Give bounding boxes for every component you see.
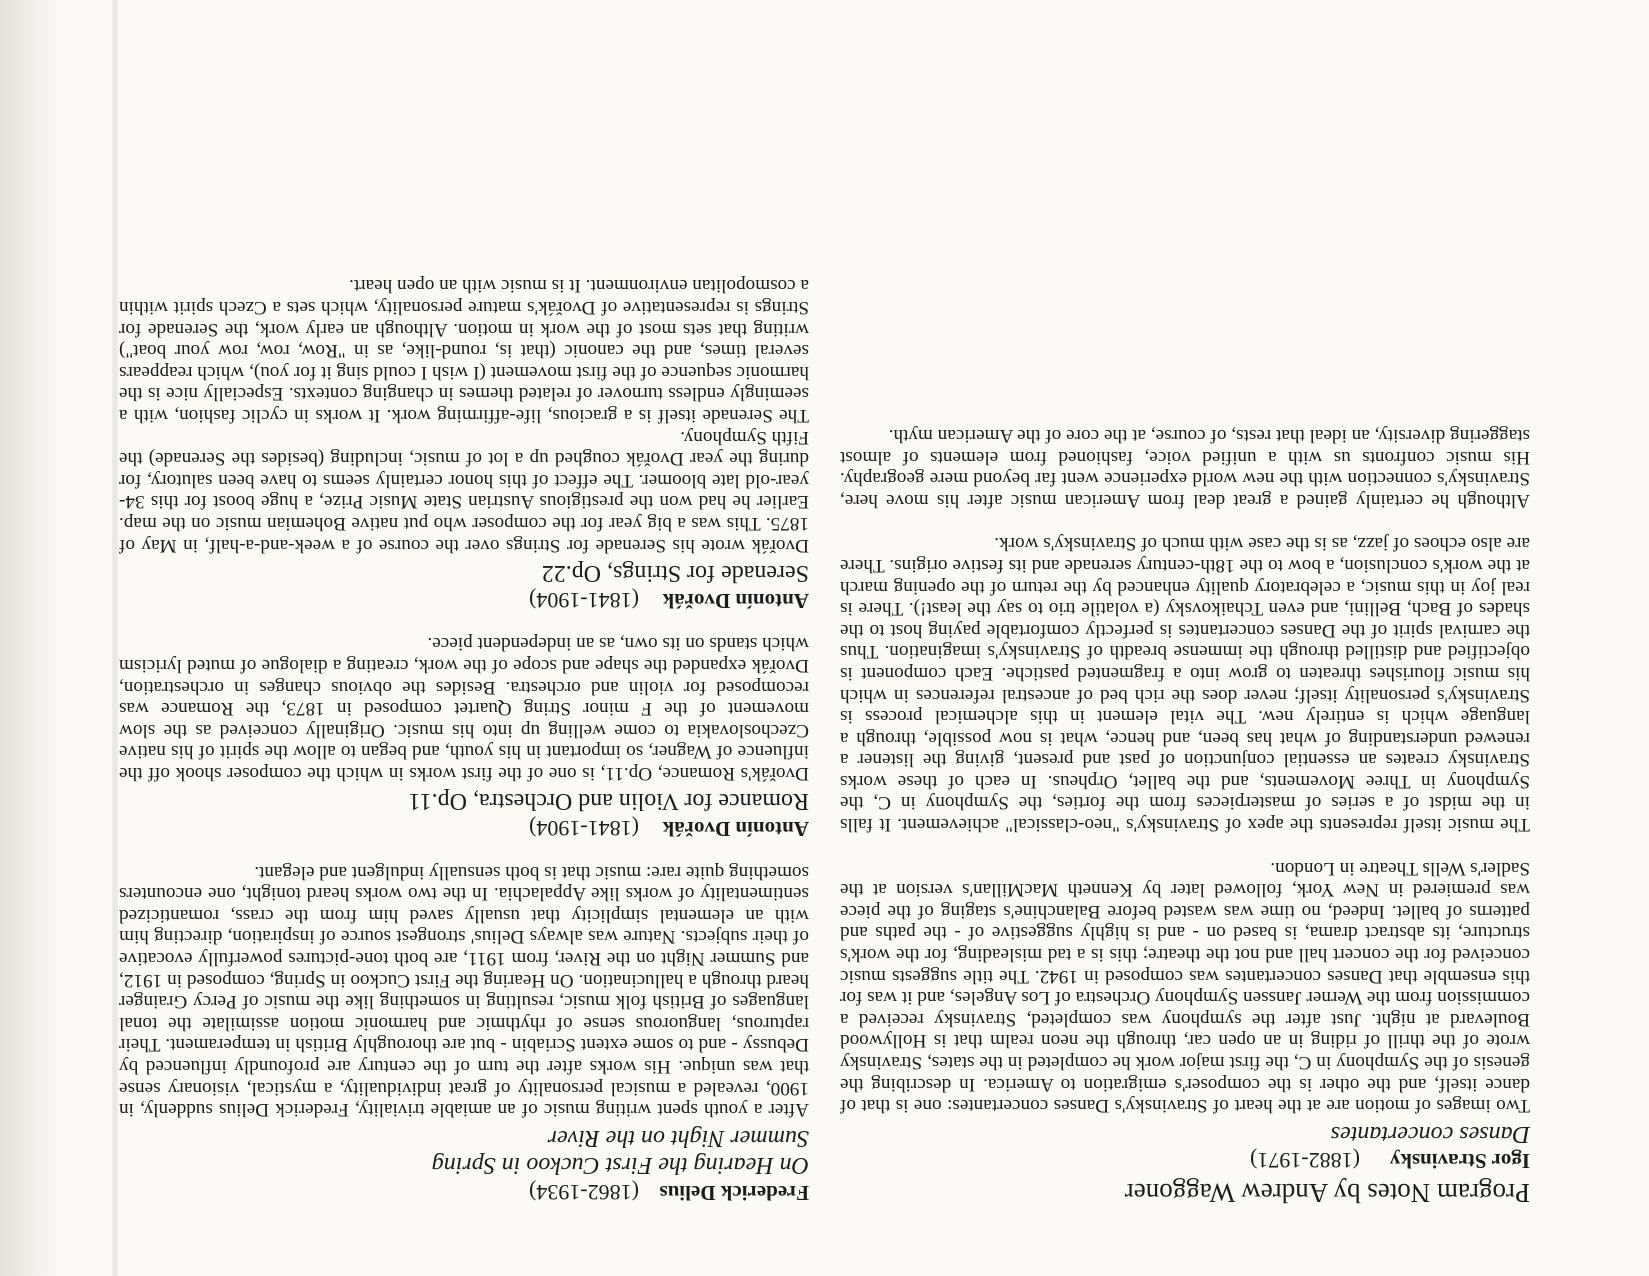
composer-heading-dvorak: [119, 589, 809, 611]
composer-dates: (1841-1904): [529, 816, 639, 842]
paragraph: Dvořák's Romance, Op.11, is one of the first works in which the composer shook off the influence of Wagner, so important in his youth, and began to allow the spirit of his native Czechoslovakia to come welling up into his music. Originally conceived as the slow movement of the F minor String Quartet composed in 1873, the Romance was recomposed for violin and orchestra. Besides the obvious changes in orchestration, Dvořák expanded the shape and scope of the work, creating a dialogue of muted lyricism which stands on its own, as an independent piece.: [119, 633, 809, 784]
work-title: On Hearing the First Cuckoo in Spring: [431, 1152, 809, 1179]
work-title: Serenade for Strings, Op.22: [541, 560, 809, 587]
composer-name: Antonín Dvořák: [662, 817, 809, 842]
paragraph: After a youth spent writing music of an amiable triviality, Frederick Delius suddenly, in 1900, revealed a musical personality of great individuality, a mystical, visionary sense that was unique. His works after the turn of the century are profoundly influenced by Debussy - and to some extent Scriabin - but are thoroughly British in temperament. Their rapturous, languorous sense of rhythmic and harmonic motion assimilate the tonal languages of British folk music, resulting in something like the music of Percy Grainger heard through a hallucination. On Hearing the First Cuckoo in Spring, composed in 1912, and Summer Night on the River, from 1911, are both tone-pictures powerfully evocative of their subjects. Nature was always Delius' strongest source of inspiration, directing him with an elemental simplicity that usually saved him from the crass, romanticized sentimentality of works like Appalachia. In the two works heard tonight, one encounters something quite rare: music that is both sensually indulgent and elegant.: [119, 861, 809, 1121]
work-title: Summer Night on the River: [547, 1124, 809, 1151]
paragraph: Dvořák wrote his Serenade for Strings over the course of a week-and-a-half, in May of 1875. This was a big year for the composer who put native Bohemian music on the map. Earlier he had won the prestigious Austrian State Music Prize, a huge boost for this 34-year-old late bloomer. The effect of this honor certainly seems to have been salutory, for during the year Dvořák coughed up a lot of music, including (besides the Serenade) the Fifth Symphony.: [119, 426, 809, 556]
paragraph: Although he certainly gained a great deal from American music after his move here, Stravinsky's connection with the new world experience went far beyond mere geography. His music confronts us with a unified voice, fashioned from elements of almost staggering diversity, an ideal that rests, of course, at the core of the American myth.: [840, 425, 1530, 511]
composer-dates: (1841-1904): [529, 587, 639, 613]
column-left: [840, 402, 1530, 1208]
page-title: Program Notes by Andrew Waggoner: [1124, 1178, 1530, 1208]
composer-heading-delius: [119, 1181, 809, 1203]
paragraph: Two images of motion are at the heart of Stravinsky's Danses concertantes: one is that of dance itself, and the other is the composer's emigration to America. In describing the genesis of the Symphony in C, the first major work he completed in the states, Stravinsky wrote of the thrill of riding in an open car, through the neon realm that is Hollywood Boulevard at night. Just after the symphony was completed, Stravinsky received a commission from the Werner Janssen Symphony Orchestra of Los Angeles, and it was for this ensemble that Danses concertantes was composed in 1942. The title suggests music conceived for the concert hall and not the theatre; this is a tad misleading, for the work's structure, its abstract drama, is based on - and is highly suggestive of - the paths and patterns of ballet. Indeed, no time was wasted before Balanchine's staging of the piece was premiered in New York, followed later by Kenneth MacMillan's version at the Sadler's Wells Theatre in London.: [840, 857, 1530, 1117]
composer-heading-dvorak: [119, 818, 809, 840]
paragraph: The music itself represents the apex of Stravinsky's "neo-classical" achievement. It falls in the midst of a series of masterpieces from the forties, the Symphony in C, the Symphony in Three Movements, and the ballet, Orpheus. In each of these works Stravinsky creates an essential conjunction of past and present, giving the listener a renewed understanding of what has been, and hence, what is now possible, through a language which is entirely new. The vital element in this alchemical process is Stravinsky's personality itself; never does the rich bed of ancestral references in which his music flourishes threaten to grow into a fragmented pastiche. Each component is objectified and distilled through the immense breadth of Stravinsky's imagination. Thus the carnival spirit of the Danses concertantes is perfectly comfortable paying host to the shades of Bach, Bellini, and even Tchaikovsky (a volatile trio to say the least!). There is real joy in this music, a celebratory quality enhanced by the return of the opening march at the work's conclusion, a bow to the 18th-century serenade and its festive origins. There are also echoes of jazz, as is the case with much of Stravinsky's work.: [840, 533, 1530, 836]
paragraph: The Serenade itself is a gracious, life-affirming work. It works in cyclic fashion, with a seemingly endless turnover of related themes in changing contexts. Especially nice is the harmonic sequence of the first movement (I wish I could sing it for you), which reappears several times, and the canonic (that is, round-like, as in "Row, row, row your boat") writing that sets most of the work in motion. Although an early work, the Serenade for Strings is representative of Dvořák's mature personality, which sets a Czech spirit within a cosmopolitan environment. It is music with an open heart.: [119, 275, 809, 426]
composer-name: Antonín Dvořák: [662, 588, 809, 613]
column-right: [119, 275, 809, 1203]
composer-name: Igor Stravinsky: [1389, 1149, 1530, 1174]
composer-heading-stravinsky: [840, 1150, 1530, 1172]
composer-name: Frederick Delius: [659, 1181, 809, 1205]
work-title: Danses concertantes: [1330, 1120, 1530, 1147]
composer-dates: (1862-1934): [529, 1180, 639, 1205]
work-title: Romance for Violin and Orchestra, Op.11: [408, 788, 809, 815]
composer-dates: (1882-1971): [1250, 1148, 1360, 1174]
